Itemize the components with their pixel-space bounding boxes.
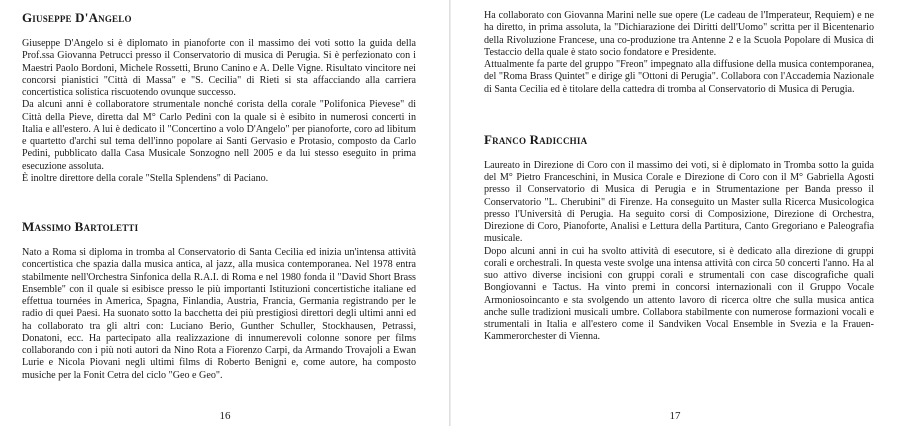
bio-paragraph: È inoltre direttore della corale "Stella Splendens" di Paciano. (22, 172, 269, 184)
bio-paragraph: Nato a Roma si diploma in tromba al Conservatorio di Santa Cecilia ed inizia un'intensa attività concertistica che spazia dalla musica antica, al jazz, alla musica contemporanea. Nel 1978 entra stabilmente nell'Orchestra Sinfonica della R.A.I. di Roma e nel 1980 fonda il "David Short Brass Ensemble" con il quale si esibisce presso le più importanti Istituzioni concertistiche italiane ed effettua tournées in America, Spagna, Finlandia, Austria, Francia, Germania registrando per le radio di quei Paesi. Ha suonato sotto la bacchetta dei più prestigiosi direttori degli ultimi anni ed ha collaborato tra gli altri con: Luciano Berio, Gunther Schuller, Stockhausen, Petrassi, Donatoni, ecc. Ha partecipato alla realizzazione di innumerevoli colonne sonore per films collaborando con i più noti autori da Nino Rota a Fiorenzo Carpi, da Armando Trovajoli a Ewan Lurie e Nicola Piovani negli ultimi films di Roberto Benigni e, come autore, ha composto musiche per la Fonit Cetra del ciclo "Geo e Geo". (22, 247, 416, 381)
bio-paragraph: Ha collaborato con Giovanna Marini nelle sue opere (Le cadeau de l'Imperateur, Requiem) e ne ha diretto, in prima assoluta, la "Dichiarazione dei Diritti dell'Uomo" scritta per il Bicentenario della Rivoluzione Francese, una co-produzione tra Antenne 2 e la Scuola Popolare di Musica di Testaccio della quale è stato socio fondatore e Presidente. (484, 10, 874, 58)
bio-paragraph: Attualmente fa parte del gruppo "Freon" impegnato alla diffusione della musica contemporanea, del "Roma Brass Quintet" e dirige gli "Ottoni di Perugia". Collabora con l'Accademia Nazionale di Santa Cecilia ed è titolare della cattedra di tromba al Conservatorio di Musica di Perugia. (484, 59, 874, 95)
section-title-massimo-bartoletti: Massimo Bartoletti (22, 219, 139, 234)
bio-paragraph: Laureato in Direzione di Coro con il massimo dei voti, si è diplomato in Tromba sotto la guida del M° Pietro Franceschini, in Musica Corale e Direzione di Coro con il M° Gabriella Agosti presso il Conservatorio di Musica di Perugia e in Strumentazione per Banda presso il Conservatorio "L. Cherubini" di Firenze. Ha conseguito un Master sulla Ricerca Musicologica presso l'Università di Perugia. Ha seguito corsi di Composizione, Direzione di Orchestra, Direzione di Coro, Pianoforte, Analisi e Lettura della Partitura, Canto Gregoriano e Paleografia musicale. (484, 159, 874, 245)
bio-paragraph: Dopo alcuni anni in cui ha svolto attività di esecutore, si è dedicato alla direzione di gruppi corali e orchestrali. In questa veste svolge una intensa attività con circa 50 concerti l'anno. Ha al suo attivo diverse incisioni con gruppi corali e strumentali con case discografiche quali Bongiovanni e Tactus. Ha vinto premi in concorsi internazionali con il Gruppo Vocale Armoniosoincanto e sta svolgendo un attento lavoro di ricerca oltre che sulla musica antica anche sulle tradizioni musicali umbre. Collabora stabilmente con numerose formazioni vocali e strumentali in Italia e all'estero come il Sandviken Vocal Ensemble in Svezia e la Frauen-Kammerorchester di Vienna. (484, 245, 874, 343)
right-page (450, 0, 900, 426)
page-number-left: 16 (219, 410, 231, 422)
section-title-giuseppe-dangelo: Giuseppe D'Angelo (22, 10, 132, 25)
bio-paragraph: Da alcuni anni è collaboratore strumentale nonché corista della corale "Polifonica Pievese" di Città della Pieve, diretta dal M° Carlo Pedini con la quale si è esibito in numerosi concerti in Italia e all'estero. A lui è dedicato il "Concertino a volo D'Angelo" per pianoforte, coro ad libitum e quartetto d'archi sul tema dell'inno popolare ai Santi Gervasio e Protasio, composto da Carlo Pedini, pubblicato dalla Casa Musicale Sonzogno nell 2005 e da lui stesso eseguito in prima esecuzione assoluta. (22, 99, 416, 172)
page-number-right: 17 (669, 410, 681, 422)
section-title-franco-radicchia: Franco Radicchia (484, 131, 588, 147)
bio-paragraph: Giuseppe D'Angelo si è diplomato in pianoforte con il massimo dei voti sotto la guida della Prof.ssa Giovanna Petrucci presso il Conservatorio di musica di Perugia. Si è perfezionato con i Maestri Paolo Bordoni, Michele Rossetti, Bruno Canino e A. Delle Vigne. Risultato vincitore nei concorsi pianistici "Città di Massa" e "S. Cecilia" di Rieti si sta affacciando alla carriera concertistica solistica riscuotendo ovunque successo. (22, 38, 416, 98)
